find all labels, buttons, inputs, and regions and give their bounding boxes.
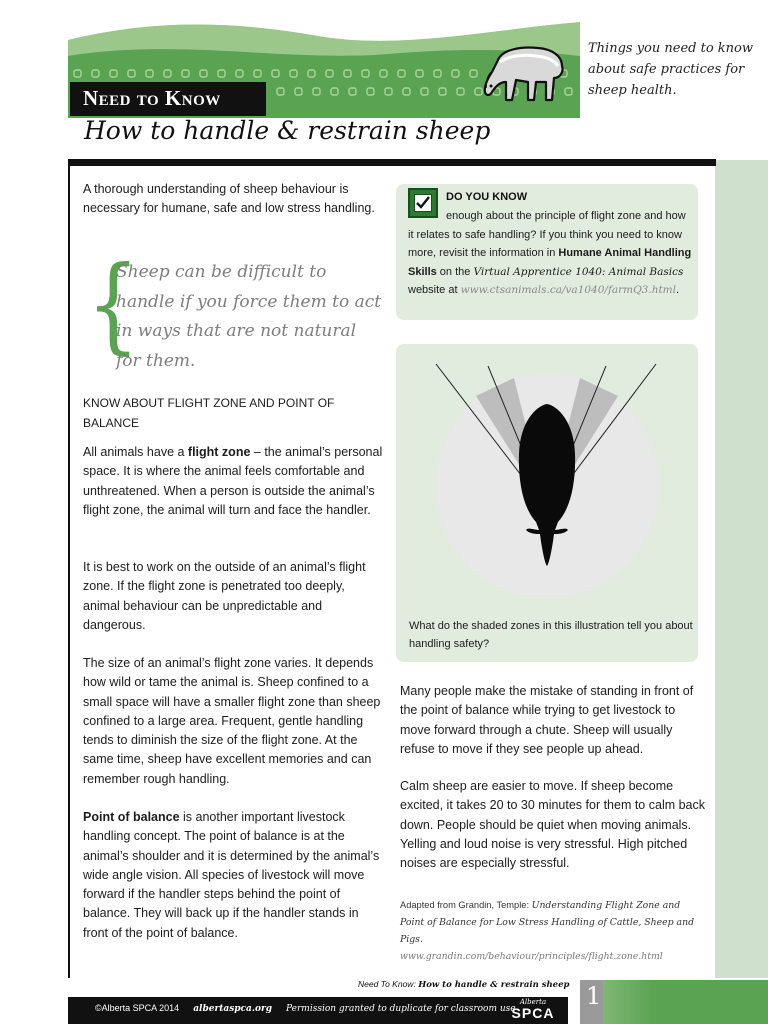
flight-zone-paragraph: All animals have a flight zone – the animal’s personal space. It is where the animal feels comfortable and unthreatened. When a person is outside the animal’s flight zone, the animal will turn and face the handler. xyxy=(83,445,383,517)
grazing-sheep-icon xyxy=(480,42,570,108)
flight-zone-term: flight zone xyxy=(187,445,251,459)
calm-sheep-paragraph: Calm sheep are easier to move. If sheep become excited, it takes 20 to 30 minutes for them to calm back down. People should be quiet when moving animals. Yelling and loud noise is very stressful. High pitched noises are especially stressful. xyxy=(400,779,706,871)
pull-quote: Sheep can be difficult to handle if you force them to act in ways that are not natural for them. xyxy=(116,262,382,371)
title-rule xyxy=(68,159,716,166)
point-of-balance-term: Point of balance xyxy=(83,810,180,824)
quote-brace: { xyxy=(86,243,140,365)
course-link[interactable]: www.ctsanimals.ca/va1040/farmQ3.html xyxy=(460,284,676,297)
page-title: How to handle & restrain sheep xyxy=(84,116,491,145)
flight-zone-diagram xyxy=(396,344,698,662)
chute-paragraph: Many people make the mistake of standing in front of the point of balance while trying to get livestock to move forward through a chute. Sheep will usually refuse to move if they see people up ahead. xyxy=(400,684,694,756)
alberta-spca-logo: Alberta SPCA xyxy=(511,998,555,1021)
page-tab xyxy=(580,980,768,1024)
did-you-know-title: DO YOU KNOW xyxy=(446,191,528,203)
page-number: 1 xyxy=(586,982,602,1010)
header-tagline: Things you need to know about safe practices for sheep health. xyxy=(588,41,753,98)
illustration-question: What do the shaded zones in this illustration tell you about handling safety? xyxy=(409,620,693,650)
zone-size-paragraph: The size of an animal’s flight zone varies. It depends how wild or tame the animal is. Sheep confined to a small space will have a smaller flight zone than sheep confined to a large area. Frequent, gentle handling tends to diminish the size of the flight zone. At the same time, sheep have excellent memories and can remember rough handling. xyxy=(83,656,381,786)
section-heading: KNOW ABOUT FLIGHT ZONE AND POINT OF BALANCE xyxy=(83,396,335,430)
footer-text: ©Alberta SPCA 2014 albertaspca.org Permission granted to duplicate for classroom use xyxy=(95,1003,516,1014)
grandin-link[interactable]: www.grandin.com/behaviour/principles/flight.zone.html xyxy=(400,951,663,962)
intro-paragraph: A thorough understanding of sheep behaviour is necessary for humane, safe and low stress handling. xyxy=(83,182,375,216)
running-title: Need To Know: How to handle & restrain sheep xyxy=(358,979,570,990)
need-to-know-tag: Need to Know xyxy=(70,82,266,116)
source-credit: Adapted from Grandin, Temple: Understanding Flight Zone and Point of Balance for Low Stress Handling of Cattle, Sheep and Pigs. www.grandin.com/behaviour/principles/flight.zone.html xyxy=(400,900,695,962)
left-column-rule xyxy=(68,160,70,978)
right-side-band xyxy=(715,160,768,978)
did-you-know-text: enough about the principle of flight zone and how it relates to safe handling? If you think you need to know more, revisit the information in Humane Animal Handling Skills on the Virtual Apprentice 1040: Animal Basics website at www.ctsanimals.ca/va1040/farmQ3.html. xyxy=(408,210,692,297)
point-of-balance-paragraph: Point of balance is another important livestock handling concept. The point of balance is at the animal’s shoulder and it is determined by the animal’s wide angle vision. All species of livestock will move forward if the handler steps behind the point of balance. They will back up if the handler stands in front of the point of balance. xyxy=(83,810,380,940)
outside-zone-paragraph: It is best to work on the outside of an animal’s flight zone. If the flight zone is penetrated too deeply, animal behaviour can be unpredictable and dangerous. xyxy=(83,560,366,632)
footer-site-link[interactable]: albertaspca.org xyxy=(193,1004,273,1014)
